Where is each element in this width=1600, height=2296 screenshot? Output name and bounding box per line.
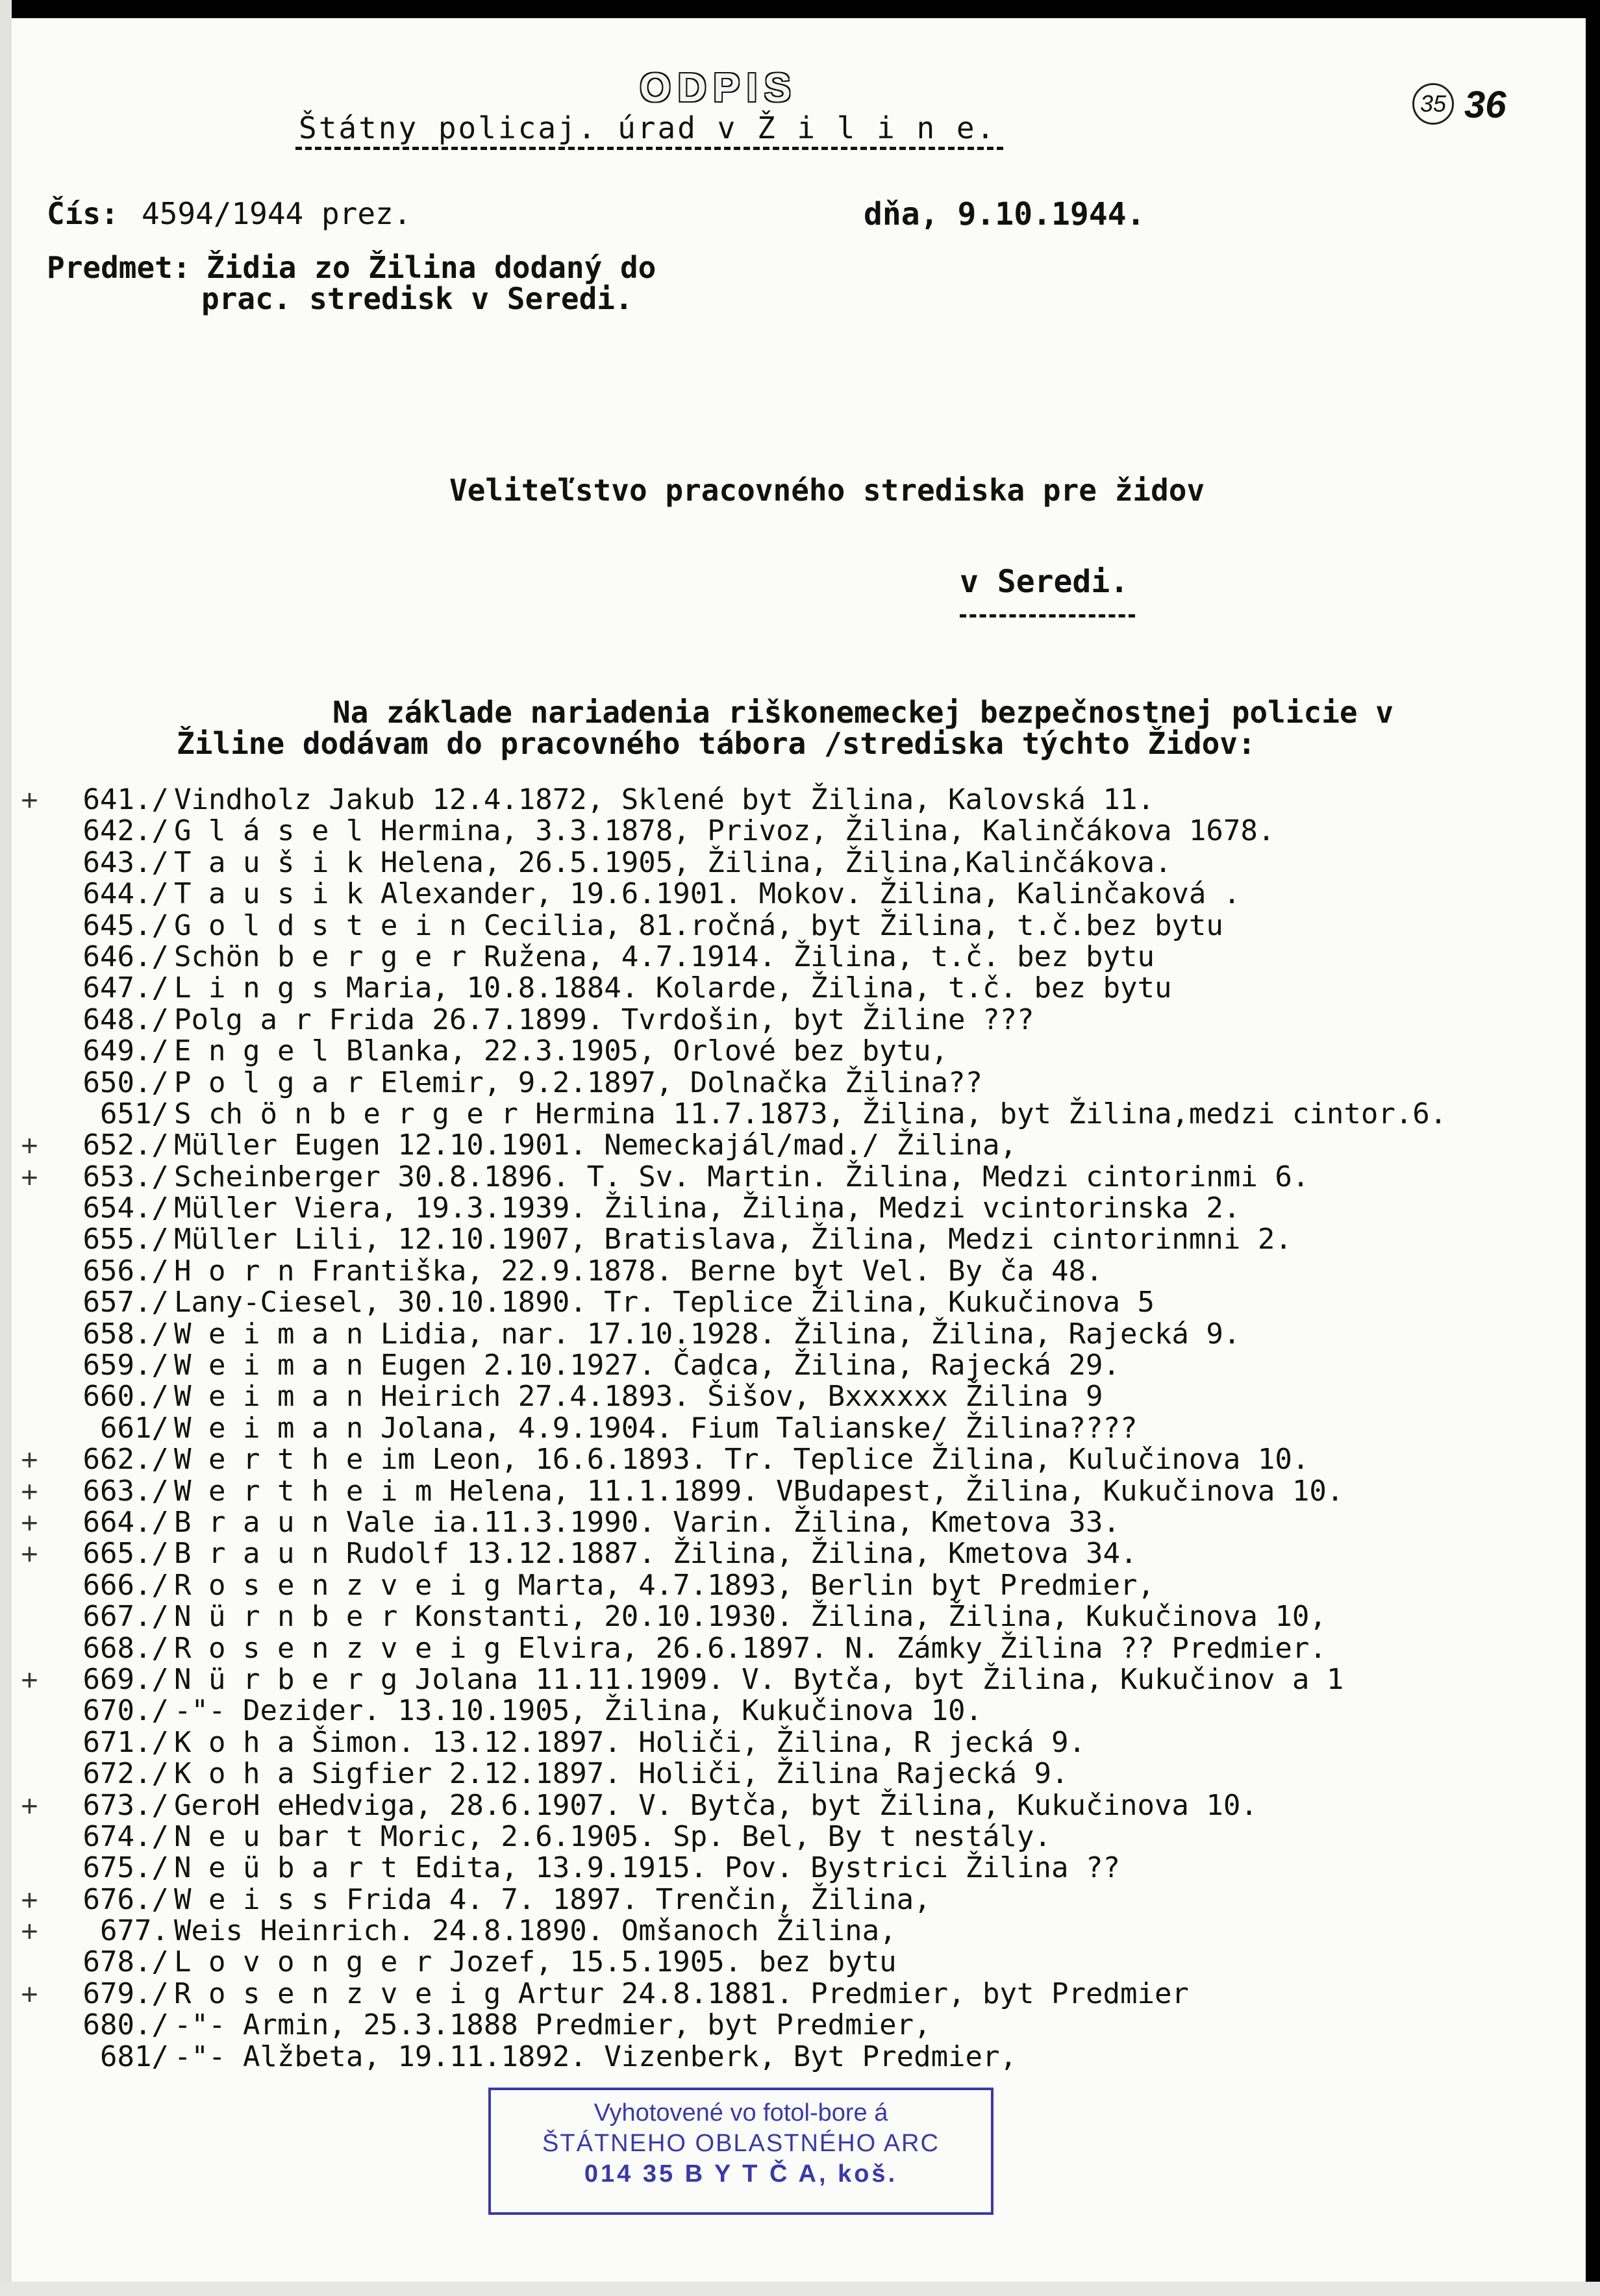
intro-line-2: Žiline dodávam do pracovného tábora /strediska týchto Židov: — [177, 726, 1256, 761]
list-item — [0, 1884, 1584, 1915]
entry-text: W e i m a n Jolana, 4.9.1904. Fium Talianske/ Žilina???? — [174, 1411, 1138, 1445]
entry-text: G l á s e l Hermina, 3.3.1878, Privoz, Žilina, Kalinčákova 1678. — [174, 814, 1275, 848]
entry-mark: + — [21, 1129, 38, 1163]
entry-mark: + — [21, 1977, 38, 2011]
entry-text: Lany-Ciesel, 30.10.1890. Tr. Teplice Žilina, Kukučinova 5 — [174, 1286, 1155, 1319]
reference-label: Čís: — [47, 196, 119, 231]
document-date: dňa, 9.10.1944. — [864, 196, 1145, 232]
list-item — [0, 973, 1584, 1004]
entry-text: Schön b e r g e r Ružena, 4.7.1914. Žilina, t.č. bez bytu — [174, 940, 1155, 973]
list-item — [0, 1036, 1584, 1067]
list-item — [0, 847, 1584, 879]
list-item — [0, 1853, 1584, 1884]
reference-number: 4594/1944 prez. — [142, 196, 412, 231]
entry-number: 642./ — [82, 814, 169, 848]
entry-number: 654./ — [82, 1192, 169, 1225]
entry-text: Scheinberger 30.8.1896. T. Sv. Martin. Žilina, Medzi cintorinmi 6. — [174, 1160, 1310, 1193]
entry-mark: + — [21, 783, 38, 817]
archive-stamp-line-1: Vyhotovené vo fotol-bore á — [594, 2099, 888, 2127]
entry-number: 655./ — [82, 1223, 169, 1256]
entry-text: R o s e n z v e i g Marta, 4.7.1893, Berlin byt Predmier, — [174, 1568, 1155, 1602]
entry-number: 641./ — [82, 783, 169, 816]
subject-line-1: Židia zo Žilina dodaný do — [206, 250, 656, 285]
copy-stamp: ODPIS — [640, 66, 797, 110]
scan-edge-bottom — [0, 2282, 1600, 2296]
entry-mark: + — [21, 1914, 38, 1949]
entry-text: W e i m a n Eugen 2.10.1927. Čadca, Žilina, Rajecká 29. — [174, 1349, 1120, 1382]
recipient-line-2: v Seredi. — [960, 564, 1129, 600]
entry-number: 653./ — [82, 1160, 169, 1193]
entry-text: N ü r n b e r Konstanti, 20.10.1930. Žilina, Žilina, Kukučinova 10, — [174, 1600, 1327, 1634]
list-item — [0, 1633, 1584, 1664]
entry-number: 669./ — [82, 1662, 169, 1696]
entry-text: R o s e n z v e i g Elvira, 26.6.1897. N. Zámky Žilina ?? Predmier. — [174, 1631, 1327, 1665]
entry-number: 674./ — [82, 1819, 169, 1853]
entry-number: 673./ — [82, 1788, 169, 1822]
entry-number: 681/ — [100, 2040, 169, 2073]
entry-number: 647./ — [82, 971, 169, 1005]
list-item — [0, 1287, 1584, 1318]
entry-text: W e i s s Frida 4. 7. 1897. Trenčin, Žilina, — [174, 1882, 931, 1916]
entry-mark: + — [21, 1537, 38, 1571]
entry-number: 675./ — [82, 1851, 169, 1885]
list-item — [0, 1004, 1584, 1036]
entry-text: -"- Dezider. 13.10.1905, Žilina, Kukučinova 10. — [174, 1694, 983, 1728]
list-item — [0, 1538, 1584, 1569]
entry-text: -"- Armin, 25.3.1888 Predmier, byt Predmier, — [174, 2008, 931, 2042]
entry-number: 670./ — [82, 1694, 169, 1728]
entry-text: N e u bar t Moric, 2.6.1905. Sp. Bel, By t nestály. — [174, 1819, 1052, 1853]
entry-text: E n g e l Blanka, 22.3.1905, Orlové bez bytu, — [174, 1034, 949, 1068]
entry-text: W e r t h e im Leon, 16.6.1893. Tr. Teplice Žilina, Kulučinova 10. — [174, 1443, 1310, 1477]
list-item — [0, 942, 1584, 973]
entry-number: 676./ — [82, 1882, 169, 1916]
entry-text: P o l g a r Elemir, 9.2.1897, Dolnačka Žilina?? — [174, 1066, 983, 1099]
list-item — [0, 1915, 1584, 1947]
list-item — [0, 1444, 1584, 1475]
entry-number: 643./ — [82, 845, 169, 879]
list-item — [0, 1507, 1584, 1538]
office-heading: Štátny policaj. úrad v Ž i l i n e. — [299, 110, 997, 145]
list-item — [0, 1381, 1584, 1412]
entry-text: W e r t h e i m Helena, 11.1.1899. VBudapest, Žilina, Kukučinova 10. — [174, 1474, 1344, 1508]
archive-stamp — [488, 2088, 994, 2215]
entry-number: 668./ — [82, 1631, 169, 1665]
entry-number: 666./ — [82, 1568, 169, 1602]
list-item — [0, 1476, 1584, 1507]
list-item — [0, 1570, 1584, 1601]
list-item — [0, 1162, 1584, 1193]
list-item — [0, 1790, 1584, 1821]
entry-text: R o s e n z v e i g Artur 24.8.1881. Predmier, byt Predmier — [174, 1977, 1189, 2010]
entry-number: 662./ — [82, 1443, 169, 1477]
entry-text: T a u s i k Alexander, 19.6.1901. Mokov. Žilina, Kalinčaková . — [174, 877, 1241, 911]
entry-text: L i n g s Maria, 10.8.1884. Kolarde, Žilina, t.č. bez bytu — [174, 971, 1172, 1005]
list-item — [0, 2010, 1584, 2041]
entry-text: B r a u n Vale ia.11.3.1990. Varin. Žilina, Kmetova 33. — [174, 1505, 1120, 1539]
entry-mark: + — [21, 1662, 38, 1697]
list-item — [0, 1130, 1584, 1161]
entry-text: GeroH eHedviga, 28.6.1907. V. Bytča, byt Žilina, Kukučinova 10. — [174, 1788, 1258, 1822]
entry-text: Müller Eugen 12.10.1901. Nemeckajál/mad./ Žilina, — [174, 1129, 1018, 1162]
entry-text: K o h a Sigfier 2.12.1897. Holiči, Žilina Rajecká 9. — [174, 1757, 1069, 1791]
entry-number: 648./ — [82, 1003, 169, 1036]
entry-number: 646./ — [82, 940, 169, 973]
office-heading-rule — [295, 147, 1003, 150]
intro-line-1: Na základe nariadenia riškonemeckej bezpečnostnej policie v — [332, 695, 1394, 730]
list-item — [0, 1978, 1584, 2010]
entry-text: L o v o n g e r Jozef, 15.5.1905. bez bytu — [174, 1945, 897, 1979]
entry-text: W e i m a n Heirich 27.4.1893. Šišov, Bxxxxxx Žilina 9 — [174, 1380, 1103, 1414]
page-number-circled: 35 — [1412, 83, 1454, 125]
entry-number: 656./ — [82, 1254, 169, 1288]
entry-number: 658./ — [82, 1317, 169, 1351]
entry-number: 650./ — [82, 1066, 169, 1099]
list-item — [0, 1067, 1584, 1099]
entry-number: 657./ — [82, 1286, 169, 1319]
deportee-list — [0, 784, 1584, 2073]
entry-text: G o l d s t e i n Cecilia, 81.ročná, byt Žilina, t.č.bez bytu — [174, 908, 1223, 942]
list-item — [0, 1664, 1584, 1695]
list-item — [0, 1947, 1584, 1978]
entry-number: 661/ — [100, 1411, 169, 1445]
entry-number: 644./ — [82, 877, 169, 911]
list-item — [0, 1413, 1584, 1444]
entry-number: 645./ — [82, 908, 169, 942]
subject-line-2: prac. stredisk v Seredi. — [201, 281, 633, 316]
page-number: 36 — [1464, 84, 1506, 126]
list-item — [0, 1758, 1584, 1790]
entry-number: 665./ — [82, 1537, 169, 1571]
entry-text: -"- Alžbeta, 19.11.1892. Vizenberk, Byt Predmier, — [174, 2040, 1018, 2073]
entry-text: N ü r b e r g Jolana 11.11.1909. V. Bytča, byt Žilina, Kukučinov a 1 — [174, 1662, 1344, 1696]
entry-number: 660./ — [82, 1380, 169, 1414]
entry-number: 677. — [100, 1914, 169, 1948]
entry-text: B r a u n Rudolf 13.12.1887. Žilina, Žilina, Kmetova 34. — [174, 1537, 1138, 1571]
list-item — [0, 1256, 1584, 1287]
entry-mark: + — [21, 1160, 38, 1194]
scan-edge-right — [1586, 0, 1600, 2296]
archive-stamp-line-2: ŠTÁTNEHO OBLASTNÉHO ARC — [542, 2130, 940, 2157]
entry-number: 664./ — [82, 1505, 169, 1539]
list-item — [0, 1695, 1584, 1727]
entry-number: 652./ — [82, 1129, 169, 1162]
entry-text: Vindholz Jakub 12.4.1872, Sklené byt Žilina, Kalovská 11. — [174, 783, 1155, 816]
entry-text: Polg a r Frida 26.7.1899. Tvrdošin, byt Žiline ??? — [174, 1003, 1034, 1036]
entry-text: N e ü b a r t Edita, 13.9.1915. Pov. Bystrici Žilina ?? — [174, 1851, 1120, 1885]
entry-number: 651/ — [100, 1097, 169, 1130]
scan-edge-top — [0, 0, 1600, 18]
entry-number: 678./ — [82, 1945, 169, 1979]
list-item — [0, 2041, 1584, 2073]
entry-mark: + — [21, 1505, 38, 1540]
list-item — [0, 1601, 1584, 1632]
list-item — [0, 1350, 1584, 1381]
entry-number: 667./ — [82, 1600, 169, 1634]
subject-label: Predmet: — [47, 250, 191, 285]
list-item — [0, 879, 1584, 910]
entry-number: 663./ — [82, 1474, 169, 1508]
entry-number: 672./ — [82, 1757, 169, 1791]
entry-number: 659./ — [82, 1349, 169, 1382]
entry-number: 671./ — [82, 1725, 169, 1759]
recipient-rule — [960, 614, 1135, 618]
list-item — [0, 1319, 1584, 1350]
entry-text: Müller Lili, 12.10.1907, Bratislava, Žilina, Medzi cintorinmni 2. — [174, 1223, 1292, 1256]
entry-number: 679./ — [82, 1977, 169, 2010]
entry-text: T a u š i k Helena, 26.5.1905, Žilina, Žilina,Kalinčákova. — [174, 845, 1172, 879]
entry-mark: + — [21, 1788, 38, 1823]
entry-text: Müller Viera, 19.3.1939. Žilina, Žilina, Medzi vcintorinska 2. — [174, 1192, 1241, 1225]
list-item — [0, 1224, 1584, 1255]
entry-number: 680./ — [82, 2008, 169, 2042]
list-item — [0, 1099, 1584, 1130]
list-item — [0, 1821, 1584, 1853]
archive-stamp-line-3: 014 35 B Y T Č A, koš. — [584, 2160, 898, 2188]
entry-mark: + — [21, 1443, 38, 1477]
list-item — [0, 784, 1584, 816]
list-item — [0, 910, 1584, 942]
entry-text: W e i m a n Lidia, nar. 17.10.1928. Žilina, Žilina, Rajecká 9. — [174, 1317, 1241, 1351]
entry-text: H o r n Františka, 22.9.1878. Berne byt Vel. By ča 48. — [174, 1254, 1103, 1288]
entry-mark: + — [21, 1882, 38, 1917]
entry-text: S ch ö n b e r g e r Hermina 11.7.1873, Žilina, byt Žilina,medzi cintor.6. — [174, 1097, 1447, 1130]
entry-mark: + — [21, 1474, 38, 1508]
list-item — [0, 816, 1584, 847]
entry-text: Weis Heinrich. 24.8.1890. Omšanoch Žilina, — [174, 1914, 897, 1948]
recipient-line-1: Veliteľstvo pracovného strediska pre židov — [449, 473, 1205, 508]
entry-number: 649./ — [82, 1034, 169, 1068]
list-item — [0, 1193, 1584, 1224]
list-item — [0, 1727, 1584, 1758]
entry-text: K o h a Šimon. 13.12.1897. Holiči, Žilina, R jecká 9. — [174, 1725, 1086, 1759]
